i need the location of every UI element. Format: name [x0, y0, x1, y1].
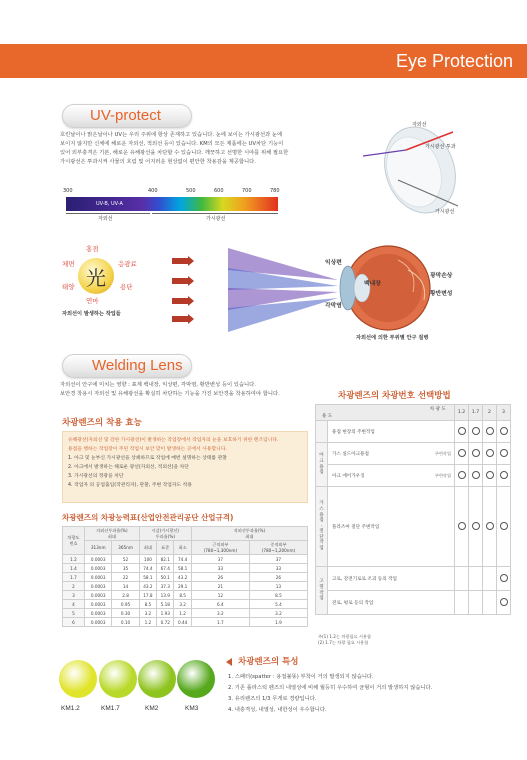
table2-mark-cell — [497, 443, 511, 465]
table-cell: 3.2 — [139, 609, 156, 618]
features-list — [228, 672, 518, 716]
eye-label-pterygium: 익상편 — [325, 260, 342, 266]
table-cell: 0.0003 — [85, 591, 112, 600]
table1-subheader: 365nm — [112, 541, 139, 555]
table-cell: 13 — [249, 582, 307, 591]
table2-mark-cell — [483, 487, 497, 567]
table-row — [63, 600, 308, 609]
table2-mark-cell — [469, 567, 483, 591]
table2-use-cell — [328, 567, 455, 591]
table2-column-head: 3 — [497, 405, 511, 421]
table-row — [63, 591, 308, 600]
table-cell: 0.72 — [157, 618, 174, 627]
uv-range-line — [66, 213, 150, 214]
table1-subheader: 최대 — [139, 541, 156, 555]
table-cell: 52 — [112, 555, 139, 564]
spectrum-tick: 500 — [186, 188, 196, 194]
effect-label-right-top: 응광료 — [118, 260, 137, 268]
uv-range-label: 자외선 — [98, 216, 113, 222]
table-row — [63, 618, 308, 627]
table-cell: 0.0003 — [85, 600, 112, 609]
features-arrow-icon — [226, 658, 232, 666]
table-row — [63, 609, 308, 618]
circle-mark-icon — [500, 427, 508, 435]
table-row — [316, 487, 511, 567]
table-cell: 1.2 — [139, 618, 156, 627]
table-cell: 37.3 — [157, 582, 174, 591]
feature-item: 2. 기존 플라스틱 렌즈의 내열성에 비해 월등히 우수하여 균형이 거의 발생하지 않습니다. — [228, 685, 433, 691]
table2-corner — [316, 405, 455, 421]
uv-paragraph-line: 보이지 않지만 신체에 해로운 자외선, 적외선 등이 있습니다. KM의 모든 제품에는 UV차단 기능이 — [60, 141, 284, 147]
table-cell: 74.4 — [139, 564, 156, 573]
table2-use-cell — [328, 591, 455, 615]
eye-label-cataract: 백내장 — [364, 281, 381, 287]
table-cell: 0.0003 — [85, 582, 112, 591]
effect-label-right-bottom: 용단 — [120, 283, 133, 291]
table2-notes — [318, 634, 371, 646]
lens-label: KM1.7 — [101, 705, 120, 712]
table2-mark-cell — [469, 465, 483, 487]
table-cell: 1.7 — [191, 618, 249, 627]
circle-mark-icon — [486, 471, 494, 479]
table2-mark-cell — [455, 487, 469, 567]
table2-mark-cell — [483, 465, 497, 487]
table-cell: 8.5 — [249, 591, 307, 600]
table-cell: 100 — [139, 555, 156, 564]
eye-label-keratitis: 각막염 — [325, 303, 342, 309]
table-cell: 3 — [63, 591, 85, 600]
table2-use-text: 고로, 강전기로로 조괴 등의 작업 — [332, 576, 397, 582]
table2-mark-cell — [497, 421, 511, 443]
table-row — [63, 582, 308, 591]
light-arrows — [172, 256, 222, 326]
table2-mark-cell — [483, 591, 497, 615]
circle-mark-icon — [500, 598, 508, 606]
table2-group-label — [316, 421, 328, 443]
table-cell: 82.1 — [157, 555, 174, 564]
lens-label: KM1.2 — [61, 705, 80, 712]
shade-table — [62, 526, 308, 627]
lens-swatch-km12 — [59, 660, 97, 698]
table1-subheader: 최소 — [174, 541, 191, 555]
circle-mark-icon — [500, 471, 508, 479]
uv-paragraph-line: 호린날이나 맑은날이나 UV는 우리 주위에 항상 존재하고 있습니다. 눈에 보이는 가시광선과 눈에 — [60, 132, 283, 138]
table2-use-text: 전로, 평로 등의 작업 — [332, 600, 374, 606]
table2-column-head: 1.2 — [455, 405, 469, 421]
table-cell: 26 — [191, 573, 249, 582]
table-cell: 14 — [112, 582, 139, 591]
table-cell: 21 — [191, 582, 249, 591]
table2-mark-cell — [483, 443, 497, 465]
lens-label: KM3 — [185, 705, 199, 712]
table2-mark-cell — [483, 421, 497, 443]
feature-item: 4. 내충격성, 내열성, 내한성이 우수합니다. — [228, 707, 327, 713]
circle-mark-icon — [472, 471, 480, 479]
lens-visible-label: 가시광선 — [435, 209, 455, 215]
table-cell: 1.7 — [63, 573, 85, 582]
table-cell: 33 — [249, 564, 307, 573]
table-cell: 35 — [112, 564, 139, 573]
effect-label-left-top: 체면 — [62, 260, 75, 268]
spectrum-tick: 300 — [63, 188, 73, 194]
table2-column-head: 1.7 — [469, 405, 483, 421]
table-cell: 5.18 — [157, 600, 174, 609]
table-cell: 37 — [249, 555, 307, 564]
welding-paragraph-line: 보안경 착용시 자외선 및 유해광선을 확실히 차단하는 기능을 가진 보안경을 착용하여야 합니다. — [60, 391, 280, 397]
circle-mark-icon — [500, 449, 508, 457]
table1-title: 차광렌즈의 차광능력표(산업안전관리공단 산업규격) — [62, 513, 234, 522]
effects-chart-caption: 자외선이 발생하는 작업들 — [62, 311, 121, 317]
table-row — [63, 564, 308, 573]
feature-item: 3. 유리렌즈의 1/3 무게로 경량입니다. — [228, 696, 317, 702]
effects-title: 차광렌즈의 착용 효능 — [62, 418, 142, 428]
table2-mark-cell — [455, 591, 469, 615]
table-cell: 50.1 — [157, 573, 174, 582]
spectrum-tick: 400 — [148, 188, 158, 194]
table-cell: 1.9 — [249, 618, 307, 627]
table2-use-cell — [328, 421, 455, 443]
spectrum-tick: 600 — [214, 188, 224, 194]
table-cell: 26 — [249, 573, 307, 582]
lens-visible-through-label: 가시광선 투과 — [425, 144, 456, 150]
table2-mark-cell — [455, 567, 469, 591]
table-cell: 74.4 — [174, 555, 191, 564]
table-cell: 3.2 — [191, 609, 249, 618]
circle-mark-icon — [458, 449, 466, 457]
lens-swatch-km3 — [177, 660, 215, 698]
table-cell: 5.4 — [249, 600, 307, 609]
table2-mark-cell — [469, 443, 483, 465]
uv-title: UV-protect — [90, 107, 161, 124]
table-cell: 0.0003 — [85, 555, 112, 564]
circle-mark-icon — [486, 522, 494, 530]
circle-mark-icon — [486, 449, 494, 457]
table-cell: 58.1 — [139, 573, 156, 582]
table2-group-label: 아 크 용 접 — [316, 443, 328, 487]
table2-mark-cell — [455, 421, 469, 443]
effects-line: 3. 가시광선의 정광을 차단 — [68, 474, 124, 479]
table-row — [316, 591, 511, 615]
table-cell: 1.2 — [174, 609, 191, 618]
table2-note: 주(1) 1.2는 차광필요 시용함 — [318, 634, 371, 639]
lens-label: KM2 — [145, 705, 159, 712]
effects-line: 2. 아크에서 발생하는 해로운 광선(자외선, 적외선)을 차단 — [68, 465, 189, 470]
table-row — [316, 567, 511, 591]
table-cell: 2 — [63, 582, 85, 591]
eye-caption: 자외선에 의한 부위별 안구 질병 — [356, 335, 429, 341]
visible-range-label: 가시광선 — [206, 216, 226, 222]
spectrum-uv-label: UV-B, UV-A — [96, 201, 123, 207]
table2-use-text: 아크 에어가우징 — [332, 473, 365, 479]
page-title: Eye Protection — [395, 51, 513, 71]
lens-illustration — [358, 118, 478, 228]
table1-subheader: 313nm — [85, 541, 112, 555]
table2-mark-cell — [497, 567, 511, 591]
table-cell: 67.4 — [157, 564, 174, 573]
table2-col-head: 차 광 도 — [429, 407, 446, 412]
uv-paragraph-line: 가시광선은 투과시켜 사물의 흐림 및 어지러운 현상없이 편안한 착용감을 제공합니다. — [60, 159, 256, 165]
table2-mark-cell — [483, 567, 497, 591]
shade-selection-table — [315, 404, 511, 615]
table-cell: 1.93 — [157, 609, 174, 618]
effects-list — [68, 436, 306, 490]
table-cell: 0.44 — [174, 618, 191, 627]
table1-subheader: 중적외부 (780~1,200nm) — [249, 541, 307, 555]
table-cell: 8.5 — [174, 591, 191, 600]
effect-label-bottom: 연마 — [86, 297, 99, 305]
table1-header: 자외선투과율(%) 최대 — [85, 527, 140, 541]
table2-mark-cell — [469, 591, 483, 615]
table-cell: 0.30 — [112, 609, 139, 618]
table-row — [316, 421, 511, 443]
table-row — [63, 555, 308, 564]
table2-use-cell — [328, 465, 455, 487]
effects-line: 4. 작업자 의 공업출입(작관리자), 관찰, 주변 작업자도 착용 — [68, 483, 192, 488]
lens-uv-label: 자외선 — [412, 122, 427, 128]
effects-line: 용접을 행하는 작업장이 주된 작업시 보안 맞이 발생하는 곳에서 사용합니다. — [68, 447, 227, 452]
eye-illustration — [228, 240, 458, 340]
table-cell: 43.2 — [139, 582, 156, 591]
table1-subheader: 표준 — [157, 541, 174, 555]
table2-row-head: 용 도 — [322, 414, 333, 419]
visible-range-line — [152, 213, 278, 214]
table2-mark-cell — [497, 465, 511, 487]
table-cell: 12 — [191, 591, 249, 600]
spectrum-tick: 700 — [242, 188, 252, 194]
circle-mark-icon — [500, 574, 508, 582]
table1-header: 적외선투과율(%) 최대 — [191, 527, 307, 541]
table2-mark-cell — [455, 465, 469, 487]
table-cell: 0.10 — [112, 618, 139, 627]
circle-mark-icon — [500, 522, 508, 530]
table-cell: 58.1 — [174, 564, 191, 573]
table-cell: 13.9 — [157, 591, 174, 600]
effects-line: 유해광선(자외선 및 강한 가시광선)이 발생하는 작업장에서 작업자의 눈을 보호하기 위한 렌즈입니다. — [68, 438, 279, 443]
eye-label-retina: 광막손상 — [430, 273, 453, 279]
circle-mark-icon — [486, 427, 494, 435]
circle-mark-icon — [472, 522, 480, 530]
table-cell: 22 — [112, 573, 139, 582]
circle-mark-icon — [472, 449, 480, 457]
table-cell: 4 — [63, 600, 85, 609]
table2-use-cell — [328, 487, 455, 567]
table2-mark-cell — [469, 421, 483, 443]
feature-item: 1. 스패터(spatter : 용접불똥) 부착이 거의 발생되지 않습니다. — [228, 674, 374, 680]
table-cell: 17.8 — [139, 591, 156, 600]
table-cell: 0.0003 — [85, 564, 112, 573]
light-symbol-icon: 光 — [78, 258, 114, 294]
table-cell: 3.2 — [174, 600, 191, 609]
table2-use-cell — [328, 443, 455, 465]
table2-mark-cell — [455, 443, 469, 465]
circle-mark-icon — [472, 427, 480, 435]
table2-group-label: 가 스 용 접 · 절 단 작 업 — [316, 487, 328, 567]
table2-column-head: 2 — [483, 405, 497, 421]
table-row — [316, 465, 511, 487]
table-cell: 0.0003 — [85, 618, 112, 627]
table-cell: 33 — [191, 564, 249, 573]
table2-use-text: 용접 현장의 주변작업 — [332, 429, 375, 435]
circle-mark-icon — [458, 427, 466, 435]
circle-mark-icon — [458, 522, 466, 530]
table2-title: 차광렌즈의 차광번호 선택방법 — [338, 391, 451, 401]
table-cell: 8.5 — [139, 600, 156, 609]
table-cell: 29.1 — [174, 582, 191, 591]
lens-swatch-km2 — [138, 660, 176, 698]
table-cell: 0.0003 — [85, 609, 112, 618]
table-cell: 2.8 — [112, 591, 139, 600]
table-cell: 0.95 — [112, 600, 139, 609]
table-cell: 5 — [63, 609, 85, 618]
uv-paragraph — [60, 131, 345, 167]
welding-paragraph — [60, 381, 330, 399]
table-cell: 0.0003 — [85, 573, 112, 582]
effect-label-top: 홍점 — [86, 245, 99, 253]
effect-label-left-bottom: 태양 — [62, 283, 75, 291]
table2-mark-cell — [469, 487, 483, 567]
table2-group-label: 고 열 작 업 — [316, 567, 328, 615]
effects-line: 1. 아크 및 눈부신 가시광선을 상쇄하므로 작업에 매번 설명하는 상태를 관찰 — [68, 456, 227, 461]
uv-paragraph-line: 있어 외부충격은 기본, 해로운 유해광선을 차단할 수 있습니다. 깨끗하고 선명한 시야를 위해 필요한 — [60, 150, 289, 156]
table-cell: 37 — [191, 555, 249, 564]
table2-use-text: 가스 실드아크용접 — [332, 451, 369, 457]
table-row — [316, 443, 511, 465]
table-cell: 1.4 — [63, 564, 85, 573]
table1-subheader: 근적외부 (780~1,300nm) — [191, 541, 249, 555]
circle-mark-icon — [458, 471, 466, 479]
spectrum-tick: 780 — [270, 188, 280, 194]
eye-label-macular: 황반변성 — [430, 291, 453, 297]
table2-use-text: 플라즈마 절단 주변작업 — [332, 524, 380, 530]
welding-paragraph-line: 자외선이 안구에 미치는 영향 : 표계 백내장, 익상편, 각막염, 황반변성 등이 있습니다. — [60, 382, 256, 388]
table2-mark-cell — [497, 591, 511, 615]
table2-use-sub: 주변작업 — [434, 450, 451, 456]
features-title: 차광렌즈의 특성 — [238, 657, 299, 667]
table-cell: 3.2 — [249, 609, 307, 618]
table1-header: 차광도 번호 — [63, 527, 85, 555]
welding-title: Welding Lens — [92, 357, 183, 374]
table2-mark-cell — [497, 487, 511, 567]
table-cell: 6.4 — [191, 600, 249, 609]
table2-use-sub: 주변작업 — [434, 472, 451, 478]
table-cell: 1.2 — [63, 555, 85, 564]
table1-header: 시감(가시광선) 투과율(%) — [139, 527, 191, 541]
table2-note: (2) 1.7는 차광 필요 시용함 — [318, 640, 369, 645]
lens-swatch-km17 — [99, 660, 137, 698]
table-row — [63, 573, 308, 582]
table-cell: 43.2 — [174, 573, 191, 582]
table-cell: 6 — [63, 618, 85, 627]
